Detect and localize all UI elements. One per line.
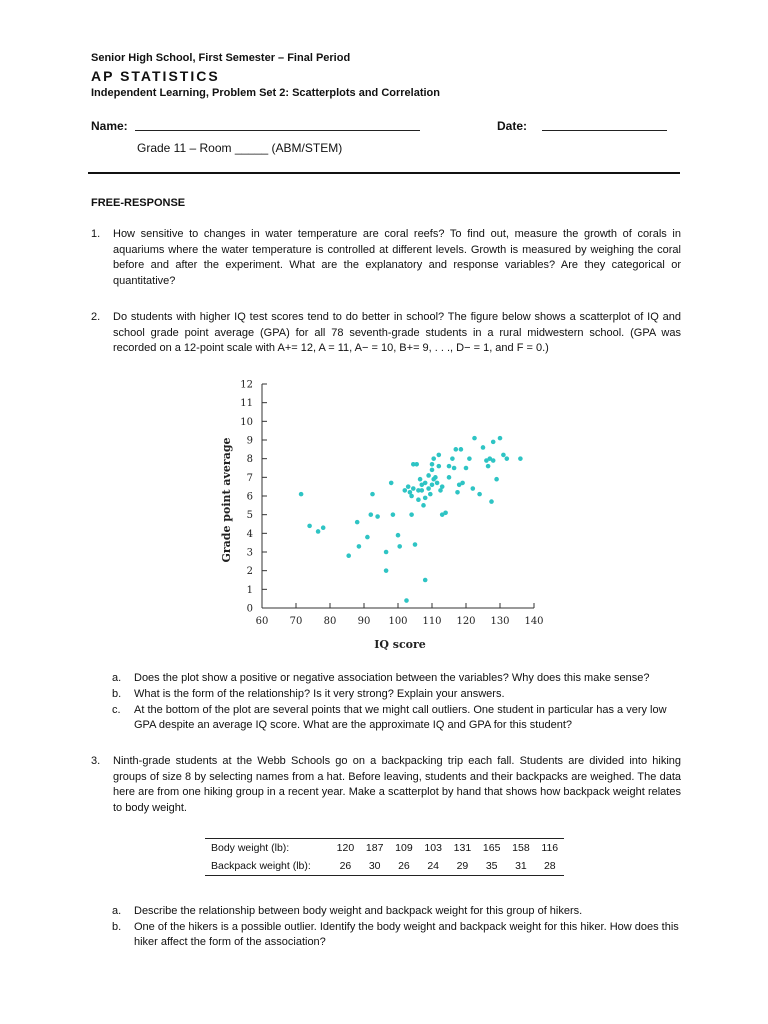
part-text: One of the hikers is a possible outlier. Identify the body weight and backpack weight for this hiker. How does this hiker affect the form of the association?: [134, 921, 679, 948]
data-point: [411, 486, 416, 491]
data-point: [418, 477, 423, 482]
y-tick-label: 0: [246, 603, 253, 615]
data-point: [355, 520, 360, 525]
x-tick-label: 130: [490, 616, 510, 627]
part-letter: a.: [112, 905, 122, 917]
question-3-part-a: [112, 904, 680, 919]
name-field-line[interactable]: [135, 130, 420, 131]
data-point: [299, 492, 304, 497]
part-text: Describe the relationship between body weight and backpack weight for this group of hikers.: [134, 905, 583, 917]
iq-gpa-scatterplot: [215, 372, 555, 654]
y-tick-label: 1: [246, 584, 253, 596]
table-cell: 120: [331, 839, 360, 858]
data-point: [443, 511, 448, 516]
data-point: [433, 475, 438, 480]
table-cell: 187: [360, 839, 389, 858]
part-text: What is the form of the relationship? Is it very strong? Explain your answers.: [134, 688, 505, 700]
x-tick-label: 90: [357, 616, 371, 627]
question-text: How sensitive to changes in water temperature are coral reefs? To find out, measure the growth of corals in aquariums where the water temperature is controlled at different levels. Growth is measured by weighing the coral before and after the experiment. What are the explanatory and response variables? Are they categorical or quantitative?: [113, 228, 681, 287]
data-point: [428, 492, 433, 497]
data-point: [440, 484, 445, 489]
data-point: [464, 466, 469, 471]
table-cell: 131: [448, 839, 477, 858]
grade-room-line: Grade 11 – Room _____ (ABM/STEM): [137, 141, 343, 155]
data-point: [447, 475, 452, 480]
data-point: [413, 542, 418, 547]
table-cell: 165: [477, 839, 506, 858]
y-tick-label: 9: [246, 435, 253, 447]
data-point: [455, 490, 460, 495]
question-2-part-a: [112, 671, 680, 686]
data-point: [307, 524, 312, 529]
table-cell: 24: [419, 857, 448, 876]
x-axis-label: IQ score: [374, 638, 426, 651]
part-letter: a.: [112, 672, 122, 684]
data-point: [426, 473, 431, 478]
table-cell: 158: [506, 839, 535, 858]
data-point: [370, 492, 375, 497]
data-point: [437, 464, 442, 469]
row-label: Backpack weight (lb):: [205, 857, 331, 876]
table-cell: 28: [536, 857, 564, 876]
data-point: [472, 436, 477, 441]
data-point: [505, 456, 510, 461]
problem-set-title: Independent Learning, Problem Set 2: Scatterplots and Correlation: [91, 87, 440, 99]
data-point: [423, 481, 428, 486]
x-tick-label: 100: [388, 616, 408, 627]
name-label: Name:: [91, 119, 128, 133]
data-point: [459, 447, 464, 452]
question-3: [91, 754, 681, 816]
data-point: [404, 598, 409, 603]
data-point: [396, 533, 401, 538]
section-title: FREE-RESPONSE: [91, 197, 186, 209]
part-letter: b.: [112, 688, 122, 700]
data-point: [423, 496, 428, 501]
data-point: [460, 481, 465, 486]
x-tick-label: 60: [255, 616, 269, 627]
y-tick-label: 10: [240, 416, 253, 428]
table-cell: 35: [477, 857, 506, 876]
data-point: [316, 529, 321, 534]
data-point: [389, 481, 394, 486]
question-number: 2.: [91, 311, 101, 323]
data-point: [375, 514, 380, 519]
header-divider: [88, 172, 680, 174]
data-point: [494, 477, 499, 482]
data-point: [435, 481, 440, 486]
course-title: AP STATISTICS: [91, 68, 220, 84]
table-row-body-weight: [205, 839, 564, 858]
x-tick-label: 120: [456, 616, 476, 627]
table-cell: 26: [389, 857, 418, 876]
data-point: [431, 456, 436, 461]
question-3-part-b: [112, 920, 680, 950]
table-cell: 31: [506, 857, 535, 876]
data-point: [384, 568, 389, 573]
row-label: Body weight (lb):: [205, 839, 331, 858]
date-field-line[interactable]: [542, 130, 667, 131]
data-point: [357, 544, 362, 549]
x-tick-label: 70: [289, 616, 303, 627]
table-cell: 116: [536, 839, 564, 858]
data-point: [498, 436, 503, 441]
x-tick-label: 110: [422, 616, 442, 627]
data-point: [406, 484, 411, 489]
question-2: [91, 310, 681, 357]
data-point: [409, 494, 414, 499]
question-2-part-b: [112, 687, 680, 702]
question-1: [91, 227, 681, 289]
question-number: 3.: [91, 755, 101, 767]
data-point: [421, 503, 426, 508]
question-text: Ninth-grade students at the Webb Schools go on a backpacking trip each fall. Students are divided into hiking groups of size 8 by selecting names from a hat. Before leaving, students and their backpacks are weighed. The data here are from one hiking group in a recent year. Make a scatterplot by hand that shows how backpack weight relates to body weight.: [113, 755, 681, 814]
question-text: Do students with higher IQ test scores tend to do better in school? The figure below shows a scatterplot of IQ and school grade point average (GPA) for all 78 seventh-grade students in a rural midwestern school. (GPA was recorded on a 12-point scale with A+= 12, A = 11, A− = 10, B+= 9, . . ., D− = 1, and F = 0.): [113, 311, 681, 354]
table-cell: 109: [389, 839, 418, 858]
data-point: [491, 458, 496, 463]
question-number: 1.: [91, 228, 101, 240]
data-point: [430, 483, 435, 488]
part-text: Does the plot show a positive or negative association between the variables? Why does this make sense?: [134, 672, 650, 684]
data-point: [489, 499, 494, 504]
data-point: [518, 456, 523, 461]
y-axis-label: Grade point average: [220, 437, 233, 563]
y-tick-label: 12: [240, 379, 253, 391]
table-cell: 30: [360, 857, 389, 876]
x-tick-label: 80: [323, 616, 337, 627]
data-point: [420, 488, 425, 493]
y-tick-label: 11: [240, 398, 253, 410]
data-point: [403, 488, 408, 493]
y-tick-label: 4: [246, 528, 253, 540]
table-row-backpack-weight: [205, 857, 564, 876]
data-point: [384, 550, 389, 555]
data-point: [471, 486, 476, 491]
hiker-weights-table: [205, 838, 564, 876]
y-tick-label: 7: [246, 472, 253, 484]
data-point: [321, 525, 326, 530]
data-point: [491, 440, 496, 445]
data-point: [454, 447, 459, 452]
data-point: [414, 462, 419, 467]
data-point: [397, 544, 402, 549]
data-point: [501, 453, 506, 458]
data-point: [467, 456, 472, 461]
table-cell: 26: [331, 857, 360, 876]
part-letter: c.: [112, 704, 121, 716]
data-point: [447, 464, 452, 469]
part-text: At the bottom of the plot are several points that we might call outliers. One student in particular has a very low GPA despite an average IQ score. What are the approximate IQ and GPA for this student?: [134, 704, 667, 731]
question-2-part-c: [112, 703, 680, 733]
data-point: [416, 497, 421, 502]
data-point: [430, 462, 435, 467]
y-tick-label: 2: [246, 566, 253, 578]
data-point: [450, 456, 455, 461]
y-tick-label: 6: [246, 491, 253, 503]
data-point: [452, 466, 457, 471]
data-point: [369, 512, 374, 517]
data-point: [423, 578, 428, 583]
part-letter: b.: [112, 921, 122, 933]
x-tick-label: 140: [524, 616, 544, 627]
data-point: [365, 535, 370, 540]
data-point: [437, 453, 442, 458]
date-label: Date:: [497, 119, 528, 133]
data-point: [426, 486, 431, 491]
data-point: [477, 492, 482, 497]
table-cell: 103: [419, 839, 448, 858]
school-line: Senior High School, First Semester – Final Period: [91, 52, 351, 64]
data-point: [409, 512, 414, 517]
data-point: [430, 468, 435, 473]
data-point: [391, 512, 396, 517]
data-point: [346, 553, 351, 558]
y-tick-label: 3: [246, 547, 253, 559]
data-point: [481, 445, 486, 450]
table-cell: 29: [448, 857, 477, 876]
y-tick-label: 8: [246, 454, 253, 466]
data-point: [486, 464, 491, 469]
y-tick-label: 5: [246, 510, 253, 522]
